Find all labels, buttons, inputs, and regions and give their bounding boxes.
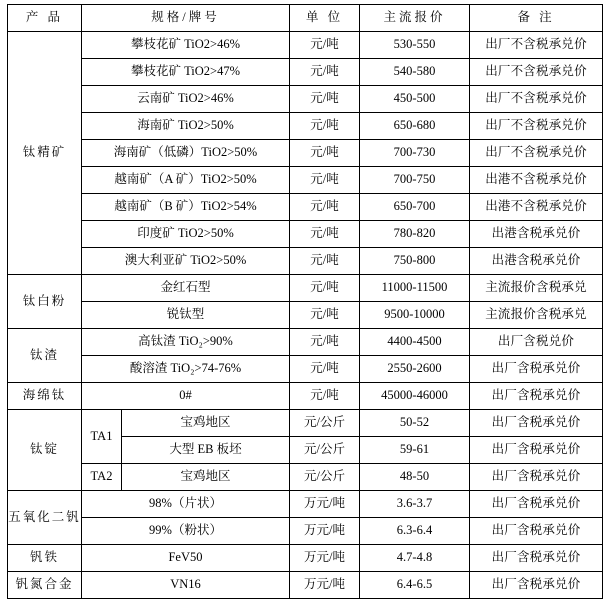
product-unit: 元/吨 bbox=[290, 302, 360, 329]
table-row bbox=[8, 59, 603, 86]
product-price: 45000-46000 bbox=[360, 383, 470, 410]
table-row bbox=[8, 410, 603, 437]
product-spec: 海南矿 TiO2>50% bbox=[82, 113, 290, 140]
product-note: 出厂含税承兑价 bbox=[470, 356, 603, 383]
product-unit: 元/吨 bbox=[290, 140, 360, 167]
product-spec: 澳大利亚矿 TiO2>50% bbox=[82, 248, 290, 275]
product-spec: FeV50 bbox=[82, 545, 290, 572]
product-price: 3.6-3.7 bbox=[360, 491, 470, 518]
product-category: 五氧化二钒 bbox=[8, 491, 82, 545]
product-spec: 锐钛型 bbox=[82, 302, 290, 329]
product-category: 钛精矿 bbox=[8, 32, 82, 275]
product-price: 780-820 bbox=[360, 221, 470, 248]
product-note: 出厂含税承兑价 bbox=[470, 383, 603, 410]
product-spec: 大型 EB 板坯 bbox=[122, 437, 290, 464]
product-price: 450-500 bbox=[360, 86, 470, 113]
product-unit: 万元/吨 bbox=[290, 491, 360, 518]
product-unit: 元/吨 bbox=[290, 383, 360, 410]
product-unit: 元/吨 bbox=[290, 167, 360, 194]
product-unit: 元/吨 bbox=[290, 113, 360, 140]
product-category: 海绵钛 bbox=[8, 383, 82, 410]
product-unit: 元/吨 bbox=[290, 221, 360, 248]
product-note: 主流报价含税承兑 bbox=[470, 302, 603, 329]
product-spec: 98%（片状） bbox=[82, 491, 290, 518]
product-note: 出港含税承兑价 bbox=[470, 248, 603, 275]
product-unit: 元/公斤 bbox=[290, 410, 360, 437]
product-price: 700-750 bbox=[360, 167, 470, 194]
product-note: 出厂含税承兑价 bbox=[470, 572, 603, 599]
price-table bbox=[7, 4, 603, 599]
product-unit: 万元/吨 bbox=[290, 518, 360, 545]
product-spec: 0# bbox=[82, 383, 290, 410]
product-note: 出厂不含税承兑价 bbox=[470, 86, 603, 113]
product-note: 出厂含税承兑价 bbox=[470, 518, 603, 545]
product-price: 6.3-6.4 bbox=[360, 518, 470, 545]
product-category: 钒铁 bbox=[8, 545, 82, 572]
product-spec: 99%（粉状） bbox=[82, 518, 290, 545]
table-row bbox=[8, 383, 603, 410]
product-price: 11000-11500 bbox=[360, 275, 470, 302]
product-spec: 宝鸡地区 bbox=[122, 410, 290, 437]
product-price: 4400-4500 bbox=[360, 329, 470, 356]
table-row bbox=[8, 302, 603, 329]
table-row bbox=[8, 32, 603, 59]
product-note: 出厂不含税承兑价 bbox=[470, 59, 603, 86]
product-unit: 元/吨 bbox=[290, 275, 360, 302]
product-spec: 越南矿（B 矿）TiO2>54% bbox=[82, 194, 290, 221]
table-row bbox=[8, 356, 603, 383]
table-row bbox=[8, 464, 603, 491]
product-unit: 元/吨 bbox=[290, 194, 360, 221]
product-note: 主流报价含税承兑 bbox=[470, 275, 603, 302]
product-unit: 元/公斤 bbox=[290, 437, 360, 464]
product-price: 4.7-4.8 bbox=[360, 545, 470, 572]
product-note: 出港不含税承兑价 bbox=[470, 194, 603, 221]
product-unit: 元/吨 bbox=[290, 32, 360, 59]
table-row bbox=[8, 329, 603, 356]
product-spec: 高钛渣 TiO₂>90% bbox=[82, 329, 290, 356]
product-spec: 海南矿（低磷）TiO2>50% bbox=[82, 140, 290, 167]
product-grade: TA2 bbox=[82, 464, 122, 491]
product-price: 540-580 bbox=[360, 59, 470, 86]
product-note: 出厂含税承兑价 bbox=[470, 491, 603, 518]
product-spec: 越南矿（A 矿）TiO2>50% bbox=[82, 167, 290, 194]
product-price: 650-700 bbox=[360, 194, 470, 221]
table-row bbox=[8, 572, 603, 599]
product-note: 出厂不含税承兑价 bbox=[470, 113, 603, 140]
table-row bbox=[8, 86, 603, 113]
product-spec: 印度矿 TiO2>50% bbox=[82, 221, 290, 248]
product-unit: 元/吨 bbox=[290, 248, 360, 275]
product-unit: 万元/吨 bbox=[290, 545, 360, 572]
table-row bbox=[8, 194, 603, 221]
product-spec: 云南矿 TiO2>46% bbox=[82, 86, 290, 113]
table-row bbox=[8, 545, 603, 572]
product-spec: 攀枝花矿 TiO2>46% bbox=[82, 32, 290, 59]
product-unit: 元/吨 bbox=[290, 329, 360, 356]
product-note: 出厂不含税承兑价 bbox=[470, 140, 603, 167]
product-category: 钒氮合金 bbox=[8, 572, 82, 599]
table-row bbox=[8, 491, 603, 518]
product-price: 530-550 bbox=[360, 32, 470, 59]
product-price: 59-61 bbox=[360, 437, 470, 464]
product-note: 出厂含税兑价 bbox=[470, 329, 603, 356]
product-note: 出厂含税承兑价 bbox=[470, 464, 603, 491]
table-header-row bbox=[8, 5, 603, 32]
product-note: 出厂含税承兑价 bbox=[470, 437, 603, 464]
product-spec: VN16 bbox=[82, 572, 290, 599]
product-spec: 酸溶渣 TiO₂>74-76% bbox=[82, 356, 290, 383]
product-price: 750-800 bbox=[360, 248, 470, 275]
column-header: 单 位 bbox=[290, 5, 360, 32]
product-price: 48-50 bbox=[360, 464, 470, 491]
column-header: 规格/牌号 bbox=[82, 5, 290, 32]
column-header: 备 注 bbox=[470, 5, 603, 32]
product-unit: 元/吨 bbox=[290, 59, 360, 86]
product-unit: 元/公斤 bbox=[290, 464, 360, 491]
column-header: 产 品 bbox=[8, 5, 82, 32]
table-row bbox=[8, 140, 603, 167]
column-header: 主流报价 bbox=[360, 5, 470, 32]
product-note: 出厂含税承兑价 bbox=[470, 410, 603, 437]
table-row bbox=[8, 113, 603, 140]
price-sheet bbox=[0, 4, 609, 592]
product-note: 出港含税承兑价 bbox=[470, 221, 603, 248]
product-category: 钛白粉 bbox=[8, 275, 82, 329]
table-row bbox=[8, 248, 603, 275]
product-price: 50-52 bbox=[360, 410, 470, 437]
table-row bbox=[8, 518, 603, 545]
product-price: 6.4-6.5 bbox=[360, 572, 470, 599]
product-spec: 宝鸡地区 bbox=[122, 464, 290, 491]
table-row bbox=[8, 167, 603, 194]
product-unit: 万元/吨 bbox=[290, 572, 360, 599]
product-note: 出厂不含税承兑价 bbox=[470, 32, 603, 59]
product-spec: 金红石型 bbox=[82, 275, 290, 302]
product-price: 2550-2600 bbox=[360, 356, 470, 383]
product-price: 700-730 bbox=[360, 140, 470, 167]
product-price: 9500-10000 bbox=[360, 302, 470, 329]
table-row bbox=[8, 275, 603, 302]
table-row bbox=[8, 221, 603, 248]
product-price: 650-680 bbox=[360, 113, 470, 140]
product-spec: 攀枝花矿 TiO2>47% bbox=[82, 59, 290, 86]
product-note: 出港不含税承兑价 bbox=[470, 167, 603, 194]
product-grade: TA1 bbox=[82, 410, 122, 464]
product-category: 钛锭 bbox=[8, 410, 82, 491]
product-unit: 元/吨 bbox=[290, 356, 360, 383]
product-note: 出厂含税承兑价 bbox=[470, 545, 603, 572]
product-category: 钛渣 bbox=[8, 329, 82, 383]
product-unit: 元/吨 bbox=[290, 86, 360, 113]
